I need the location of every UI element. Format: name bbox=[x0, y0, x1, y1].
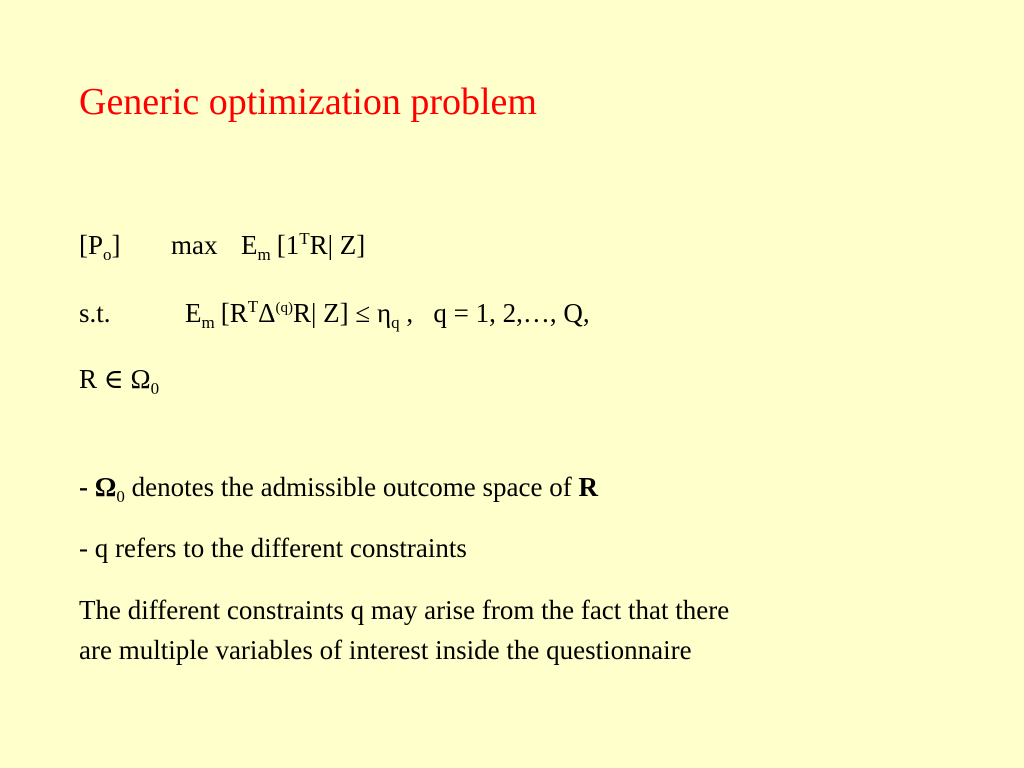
bullet-omega-bold-r: R bbox=[578, 472, 598, 502]
constraint-expression bbox=[185, 296, 590, 330]
objective-E: E bbox=[241, 230, 258, 260]
objective-keyword: max bbox=[171, 230, 218, 260]
bullet-omega-text: denotes the admissible outcome space of bbox=[124, 472, 579, 502]
constraint-line bbox=[79, 296, 590, 330]
bullet-constraints: - q refers to the different constraints bbox=[79, 533, 467, 563]
domain-line bbox=[79, 362, 159, 396]
problem-line bbox=[79, 228, 365, 262]
bullet-omega bbox=[79, 470, 598, 504]
problem-label-text: [P bbox=[79, 230, 104, 260]
constraint-E: E bbox=[185, 298, 202, 328]
constraint-tail: , q = 1, 2,…, Q, bbox=[399, 298, 590, 328]
problem-label-close: ] bbox=[111, 230, 121, 260]
objective-expression bbox=[241, 228, 365, 262]
objective-E-sub: m bbox=[257, 245, 271, 264]
constraint-transpose: T bbox=[247, 297, 259, 316]
constraint-delta: Δ bbox=[258, 298, 276, 328]
bullet-omega-symbol: Ω bbox=[94, 472, 117, 502]
paragraph-line-2: are multiple variables of interest inside the questionnaire bbox=[79, 635, 692, 665]
objective-bracket: [1 bbox=[276, 230, 300, 260]
objective-rest: R| Z] bbox=[309, 230, 366, 260]
constraint-middle: R| Z] ≤ η bbox=[293, 298, 392, 328]
domain-text: R ∈ Ω bbox=[79, 364, 151, 394]
constraint-label: s.t. bbox=[79, 298, 111, 328]
paragraph-line-1: The different constraints q may arise from the fact that there bbox=[79, 595, 730, 625]
constraint-E-sub: m bbox=[201, 313, 215, 332]
constraint-delta-sup: (q) bbox=[275, 300, 294, 316]
bullet-omega-sub: 0 bbox=[116, 487, 125, 506]
problem-label-sub: o bbox=[103, 245, 112, 264]
objective-transpose: T bbox=[299, 229, 310, 248]
constraint-eta-sub: q bbox=[391, 313, 400, 332]
domain-sub: 0 bbox=[150, 379, 160, 398]
slide-title: Generic optimization problem bbox=[79, 81, 537, 123]
bullet-omega-dash: - bbox=[79, 472, 95, 502]
problem-label bbox=[79, 228, 121, 262]
constraint-bracket: [R bbox=[220, 298, 248, 328]
